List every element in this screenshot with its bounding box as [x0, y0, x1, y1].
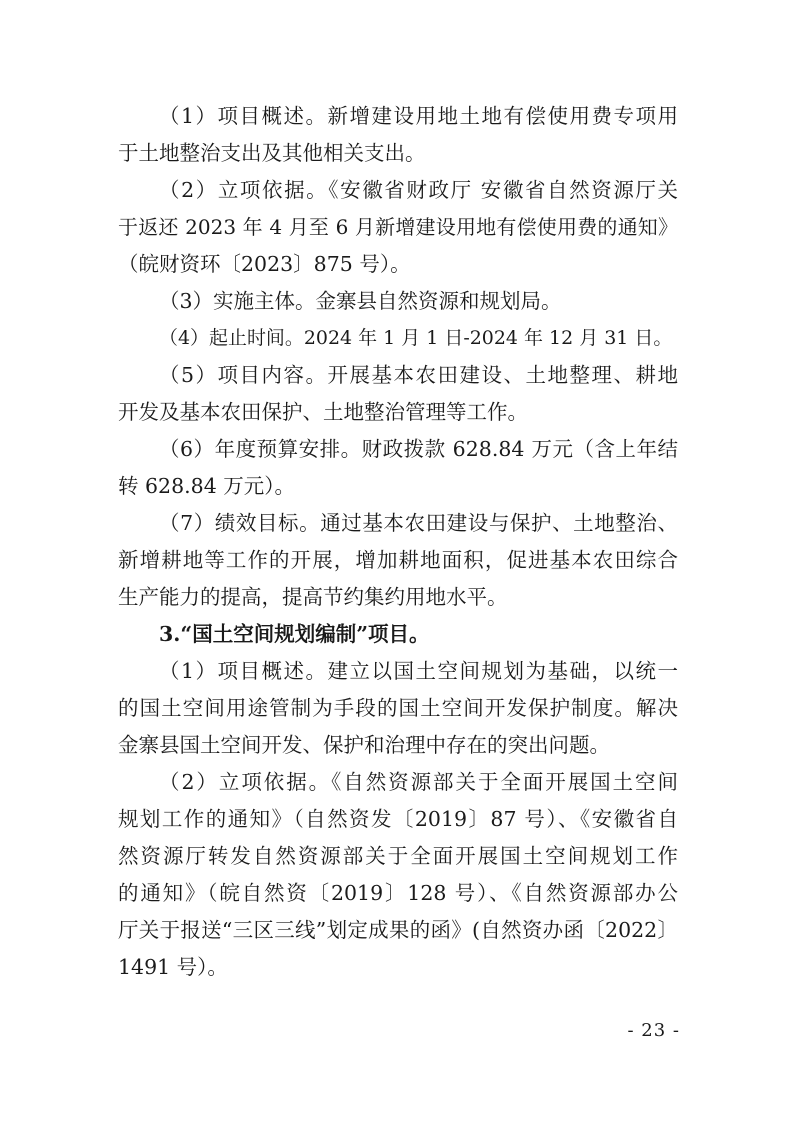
paragraph-line: （4）起止时间。2024 年 1 月 1 日-2024 年 12 月 31 日。 [159, 327, 673, 349]
document-body [118, 98, 678, 986]
paragraph-line: 规划工作的通知》（自然资发〔2019〕87 号）、《安徽省自 [118, 807, 678, 831]
paragraph-line: 金寨县国土空间开发、保护和治理中存在的突出问题。 [118, 733, 610, 757]
paragraph-line: （2）立项依据。《安徽省财政厅 安徽省自然资源厅关 [159, 178, 678, 202]
paragraph-line: 的通知》（皖自然资〔2019〕128 号）、《自然资源部办公 [118, 881, 678, 905]
paragraph-line: 1491 号）。 [118, 955, 228, 979]
paragraph-line: 于返还 2023 年 4 月至 6 月新增建设用地有偿使用费的通知》 [118, 215, 678, 239]
paragraph-line: 厅关于报送“三区三线”划定成果的函》(自然资办函〔2022〕 [118, 918, 678, 942]
paragraph-line: （2）立项依据。《自然资源部关于全面开展国土空间 [159, 770, 678, 794]
paragraph-line: （7）绩效目标。通过基本农田建设与保护、土地整治、 [159, 511, 678, 535]
paragraph-line: 于土地整治支出及其他相关支出。 [118, 141, 426, 165]
paragraph-line: （1）项目概述。建立以国土空间规划为基础，以统一 [159, 659, 678, 683]
paragraph-line: 然资源厅转发自然资源部关于全面开展国土空间规划工作 [118, 844, 678, 868]
paragraph-line: （皖财资环〔2023〕875 号）。 [118, 252, 411, 276]
page-number: - 23 - [627, 1020, 680, 1041]
section-heading: 3.“国土空间规划编制”项目。 [159, 622, 430, 646]
paragraph-line: （6）年度预算安排。财政拨款 628.84 万元（含上年结 [159, 437, 678, 461]
paragraph-line: 生产能力的提高，提高节约集约用地水平。 [118, 585, 508, 609]
paragraph-line: 的国土空间用途管制为手段的国土空间开发保护制度。解决 [118, 696, 678, 720]
paragraph-line: （1）项目概述。新增建设用地土地有偿使用费专项用 [159, 104, 678, 128]
paragraph-line: 开发及基本农田保护、土地整治管理等工作。 [118, 400, 528, 424]
paragraph-line: 转 628.84 万元）。 [118, 474, 296, 498]
paragraph-line: （5）项目内容。开展基本农田建设、土地整理、耕地 [159, 363, 678, 387]
paragraph-line: （3）实施主体。金寨县自然资源和规划局。 [159, 289, 562, 313]
paragraph-line: 新增耕地等工作的开展，增加耕地面积，促进基本农田综合 [118, 548, 678, 572]
